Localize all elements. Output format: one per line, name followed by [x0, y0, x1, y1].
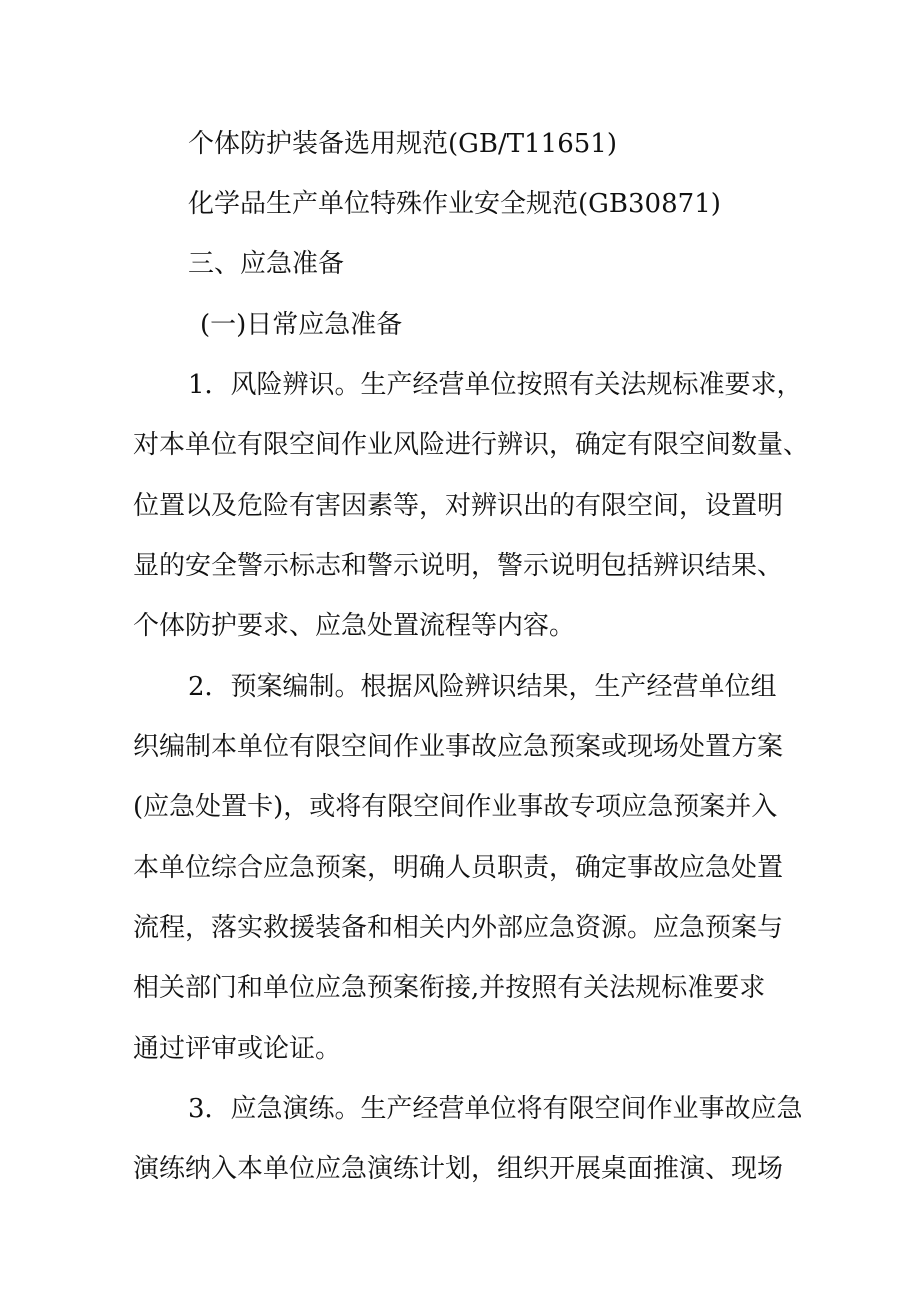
paragraph-line: 演练纳入本单位应急演练计划，组织开展桌面推演、现场: [133, 1154, 784, 1184]
standard-reference-line: 化学品生产单位特殊作业安全规范(GB30871): [188, 189, 721, 219]
paragraph-line: 对本单位有限空间作业风险进行辨识，确定有限空间数量、: [133, 430, 810, 460]
paragraph-line: 位置以及危险有害因素等，对辨识出的有限空间，设置明: [133, 491, 784, 521]
paragraph-line: 通过评审或论证。: [133, 1034, 342, 1064]
paragraph-line: 本单位综合应急预案，明确人员职责，确定事故应急处置: [133, 853, 784, 883]
paragraph-line: 3．应急演练。生产经营单位将有限空间作业事故应急: [188, 1094, 803, 1124]
paragraph-line: 1．风险辨识。生产经营单位按照有关法规标准要求，: [188, 370, 803, 400]
paragraph-line: 2．预案编制。根据风险辨识结果，生产经营单位组: [188, 672, 777, 702]
paragraph-line: 个体防护要求、应急处置流程等内容。: [133, 611, 576, 641]
paragraph-line: 织编制本单位有限空间作业事故应急预案或现场处置方案: [133, 732, 784, 762]
paragraph-line: (应急处置卡)，或将有限空间作业事故专项应急预案并入: [133, 792, 778, 822]
subsection-heading: (一)日常应急准备: [200, 310, 403, 340]
paragraph-line: 显的安全警示标志和警示说明，警示说明包括辨识结果、: [133, 551, 784, 581]
standard-reference-line: 个体防护装备选用规范(GB/T11651): [188, 129, 617, 159]
section-heading: 三、应急准备: [188, 249, 345, 279]
paragraph-line: 相关部门和单位应急预案衔接,并按照有关法规标准要求: [133, 973, 766, 1003]
paragraph-line: 流程，落实救援装备和相关内外部应急资源。应急预案与: [133, 913, 784, 943]
